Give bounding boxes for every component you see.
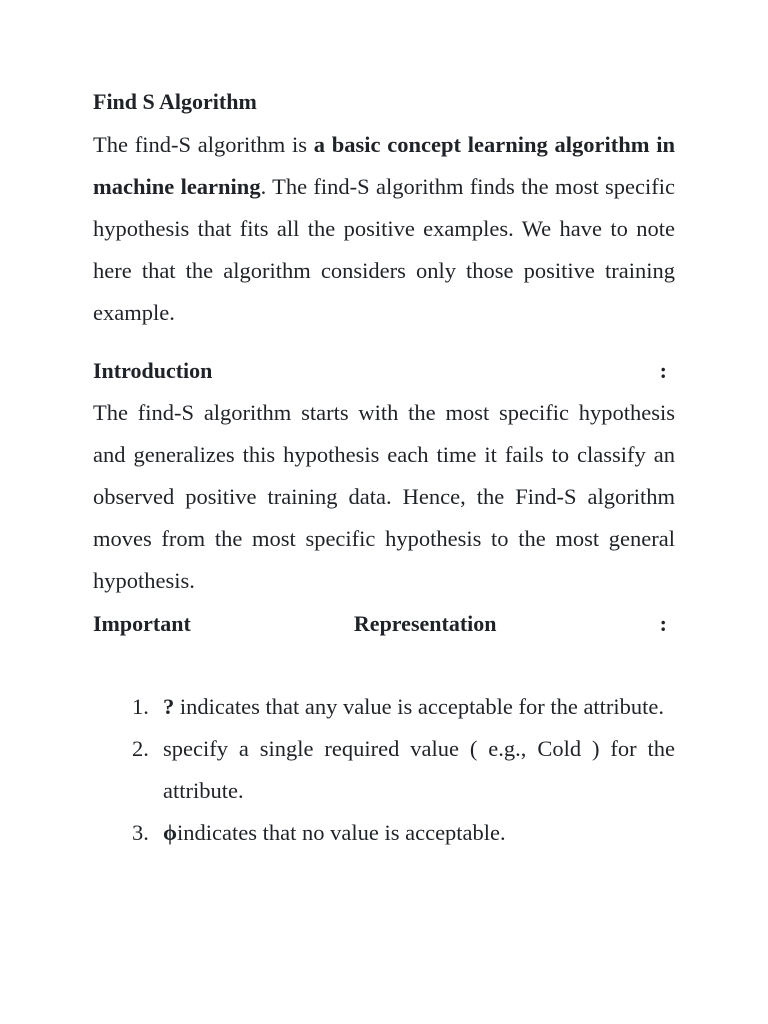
list-item-text: indicates that any value is acceptable for the attribute. [174,694,665,719]
phi-symbol: ϕ [163,820,178,845]
introduction-heading [93,355,675,387]
list-item-text: indicates that no value is acceptable. [177,820,506,845]
list-number: 1. [132,694,149,719]
list-item [128,686,675,728]
list-item-text: specify a single required value ( e.g., Cold ) for the attribute. [163,736,675,803]
introduction-paragraph: The find-S algorithm starts with the most specific hypothesis and generalizes this hypothesis each time it fails to classify an observed positive training data. Hence, the Find-S algorithm moves from the most specific hypothesis to the most general hypothesis. [93,400,675,593]
list-number: 2. [132,736,149,761]
heading-colon: : [659,358,667,383]
heading-word-important: Important [93,611,191,636]
important-representation-heading [93,608,675,640]
question-mark-symbol: ? [163,694,175,719]
paragraph-text-cont: . The find-S algorithm finds the most specific hypothesis that fits all the positive examples. We have to note here that the algorithm considers only those positive training example. [93,174,676,325]
page-title: Find S Algorithm [93,89,257,114]
representation-list [128,686,675,854]
list-item [128,728,675,812]
paragraph-text: The find-S algorithm is [93,132,314,157]
bold-phrase: a basic concept learning algorithm in machine learning [93,132,675,199]
intro-paragraph [93,124,675,334]
heading-label: Introduction [93,358,213,383]
list-item [128,812,675,854]
heading-word-representation: Representation [353,611,497,636]
list-number: 3. [132,820,149,845]
heading-colon: : [659,611,667,636]
